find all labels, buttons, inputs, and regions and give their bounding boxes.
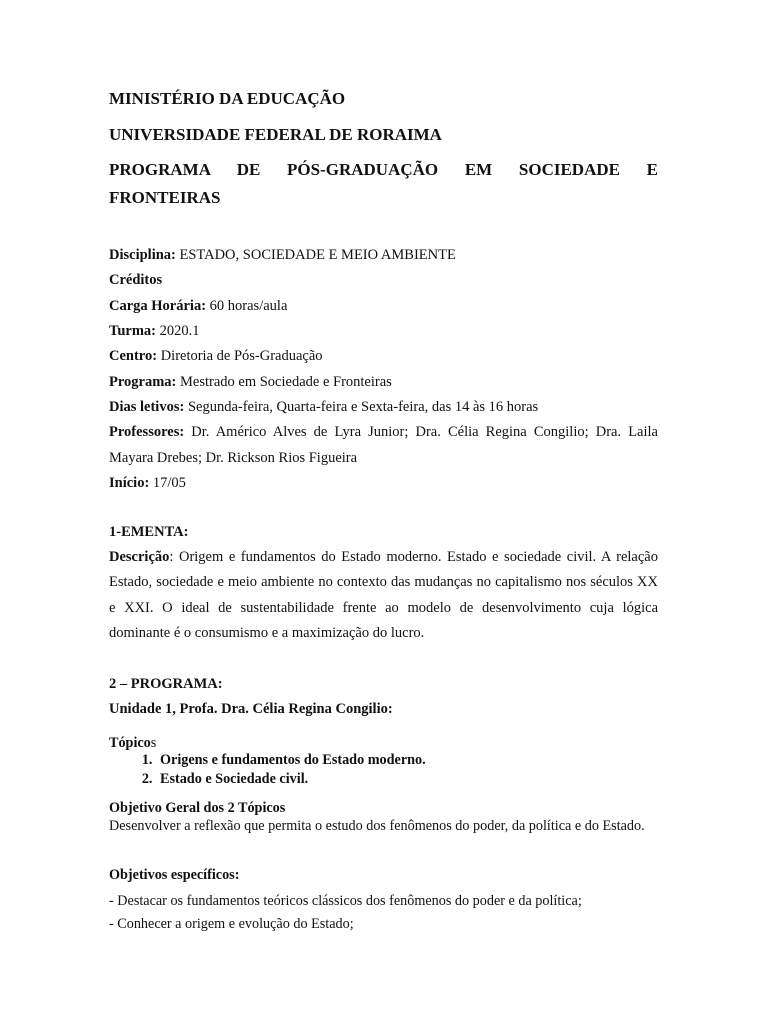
field-value: Diretoria de Pós-Graduação xyxy=(157,348,323,364)
field-programa xyxy=(109,370,658,395)
field-professores-line1 xyxy=(109,420,658,445)
field-value: ESTADO, SOCIEDADE E MEIO AMBIENTE xyxy=(175,247,456,263)
field-label: Dias letivos: xyxy=(109,399,185,415)
topics-label-rest: s xyxy=(150,735,157,751)
field-centro xyxy=(109,344,658,369)
objetivo-especifico-item: - Destacar os fundamentos teóricos clássicos dos fenômenos do poder e da política; xyxy=(109,893,582,909)
field-label: Créditos xyxy=(109,272,163,288)
field-disciplina xyxy=(109,243,658,268)
field-carga-horaria xyxy=(109,294,658,319)
field-label: Disciplina: xyxy=(109,247,176,263)
description-text: : Origem e fundamentos do Estado moderno. Estado e sociedade civil. A relação Estado, sociedade e meio ambiente no contexto das mudanças no capitalismo nos séculos XX e XXI. O ideal de sustentabilidade frente ao modelo de desenvolvimento cuja lógica dominante é o consumismo e a maximização do lucro. xyxy=(109,549,658,642)
field-value: Mestrado em Sociedade e Fronteiras xyxy=(176,374,392,390)
objetivos-especificos-heading: Objetivos específicos: xyxy=(109,867,240,883)
field-value: 17/05 xyxy=(149,475,186,491)
field-professores-line2: Mayara Drebes; Dr. Rickson Rios Figueira xyxy=(109,450,358,466)
program-title-line2: FRONTEIRAS xyxy=(109,188,221,207)
objetivo-geral-text: Desenvolver a reflexão que permita o estudo dos fenômenos do poder, da política e do Estado. xyxy=(109,818,645,834)
field-value: 60 horas/aula xyxy=(206,298,288,314)
unit-heading: Unidade 1, Profa. Dra. Célia Regina Congilio: xyxy=(109,701,393,717)
field-label: Início: xyxy=(109,475,150,491)
field-label: Carga Horária: xyxy=(109,298,207,314)
field-label: Turma: xyxy=(109,323,156,339)
topics-list xyxy=(109,751,658,789)
ministry-title: MINISTÉRIO DA EDUCAÇÃO xyxy=(109,89,346,108)
university-title: UNIVERSIDADE FEDERAL DE RORAIMA xyxy=(109,125,442,144)
ementa-description xyxy=(109,545,658,647)
objetivo-especifico-item: - Conhecer a origem e evolução do Estado; xyxy=(109,916,354,932)
field-dias-letivos xyxy=(109,395,658,420)
field-label: Professores: xyxy=(109,424,185,440)
field-label: Centro: xyxy=(109,348,158,364)
topics-label-bold: Tópico xyxy=(109,735,151,751)
field-label: Programa: xyxy=(109,374,177,390)
topics-list-wrap xyxy=(109,751,658,789)
field-value: Dr. Américo Alves de Lyra Junior; Dra. Célia Regina Congilio; Dra. Laila xyxy=(184,424,658,440)
description-label: Descrição xyxy=(109,549,170,565)
program-title-line1: PROGRAMA DE PÓS-GRADUAÇÃO EM SOCIEDADE E xyxy=(109,160,658,179)
list-item: 1. Origens e fundamentos do Estado moderno. xyxy=(156,751,658,770)
field-value: Segunda-feira, Quarta-feira e Sexta-feira, das 14 às 16 horas xyxy=(184,399,539,415)
programa-heading: 2 – PROGRAMA: xyxy=(109,676,223,692)
field-creditos xyxy=(109,268,658,293)
field-turma xyxy=(109,319,658,344)
ementa-heading: 1-EMENTA: xyxy=(109,524,189,540)
field-value: 2020.1 xyxy=(156,323,200,339)
field-inicio xyxy=(109,471,658,496)
objetivo-geral-heading: Objetivo Geral dos 2 Tópicos xyxy=(109,800,286,816)
topics-label xyxy=(109,735,658,753)
list-item: 2. Estado e Sociedade civil. xyxy=(156,770,658,789)
